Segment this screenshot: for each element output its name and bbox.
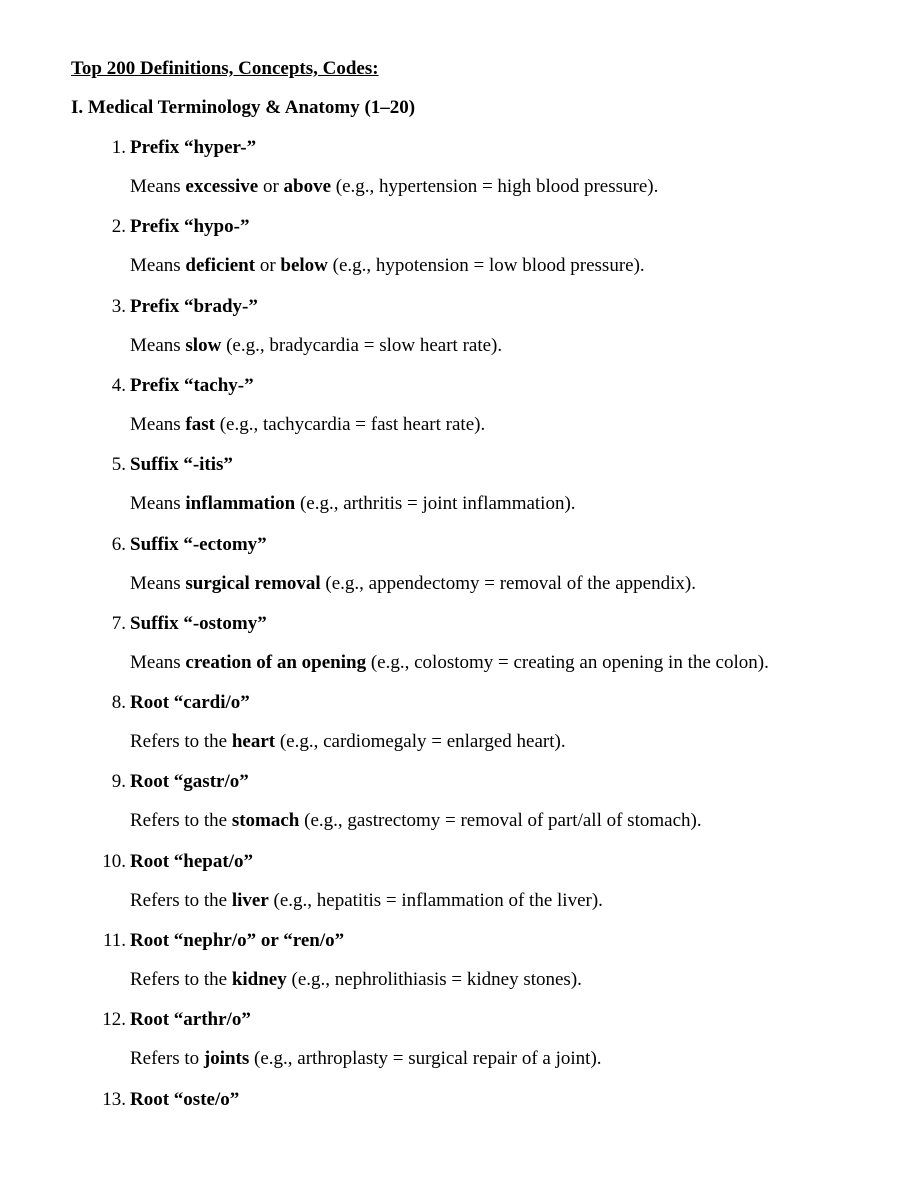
definition-text: (e.g., nephrolithiasis = kidney stones). bbox=[286, 969, 582, 990]
list-item-title: Root “arthr/o” bbox=[130, 1009, 251, 1030]
definition-keyword: above bbox=[283, 176, 332, 197]
definition-keyword: creation of an opening bbox=[185, 652, 367, 673]
list-item-number: 11. bbox=[102, 930, 126, 951]
definition-text: (e.g., hypertension = high blood pressure). bbox=[331, 176, 659, 197]
list-item-definition bbox=[130, 652, 769, 674]
list-item-number: 12. bbox=[102, 1009, 126, 1030]
list-item-definition bbox=[130, 810, 702, 832]
list-item-number: 1. bbox=[111, 137, 126, 158]
list-item bbox=[0, 137, 912, 163]
definition-keyword: heart bbox=[231, 731, 276, 752]
definition-keyword: below bbox=[280, 255, 328, 276]
list-item bbox=[0, 454, 912, 480]
list-item-number: 6. bbox=[111, 534, 126, 555]
list-item bbox=[0, 216, 912, 242]
definition-text: (e.g., colostomy = creating an opening in the colon). bbox=[366, 652, 769, 673]
list-item-title: Root “oste/o” bbox=[130, 1089, 240, 1110]
definition-text: Refers to the bbox=[130, 890, 232, 911]
definition-keyword: stomach bbox=[231, 810, 300, 831]
definition-keyword: surgical removal bbox=[185, 573, 321, 594]
section-heading: I. Medical Terminology & Anatomy (1–20) bbox=[71, 97, 416, 118]
list-item bbox=[0, 613, 912, 639]
list-item-definition bbox=[130, 255, 645, 277]
definition-text: Means bbox=[130, 573, 186, 594]
list-item-definition bbox=[130, 335, 502, 357]
list-item bbox=[0, 375, 912, 401]
definition-keyword: slow bbox=[185, 335, 222, 356]
definition-text: (e.g., gastrectomy = removal of part/all of stomach). bbox=[299, 810, 702, 831]
definition-keyword: inflammation bbox=[185, 493, 296, 514]
list-item-title: Suffix “-ostomy” bbox=[130, 613, 267, 634]
list-item-title: Root “cardi/o” bbox=[130, 692, 250, 713]
definition-text: Means bbox=[130, 652, 186, 673]
list-item-title: Prefix “hypo-” bbox=[130, 216, 250, 237]
list-item-definition bbox=[130, 414, 485, 436]
definition-text: Refers to the bbox=[130, 731, 232, 752]
list-item-number: 7. bbox=[111, 613, 126, 634]
list-item-definition bbox=[130, 890, 603, 912]
list-item bbox=[0, 692, 912, 718]
definition-text: (e.g., hepatitis = inflammation of the liver). bbox=[268, 890, 603, 911]
definition-text: (e.g., hypotension = low blood pressure). bbox=[327, 255, 645, 276]
definition-text: Means bbox=[130, 255, 186, 276]
definition-keyword: liver bbox=[231, 890, 269, 911]
document-title: Top 200 Definitions, Concepts, Codes: bbox=[71, 58, 379, 79]
list-item-number: 5. bbox=[111, 454, 126, 475]
definition-keyword: kidney bbox=[231, 969, 287, 990]
definition-text: (e.g., arthritis = joint inflammation). bbox=[295, 493, 576, 514]
list-item-number: 9. bbox=[111, 771, 126, 792]
definition-text: or bbox=[255, 255, 281, 276]
definition-text: (e.g., tachycardia = fast heart rate). bbox=[214, 414, 486, 435]
list-item-number: 13. bbox=[102, 1089, 126, 1110]
list-item-definition bbox=[130, 176, 658, 198]
list-item bbox=[0, 534, 912, 560]
list-item-title: Prefix “hyper-” bbox=[130, 137, 257, 158]
definition-text: (e.g., bradycardia = slow heart rate). bbox=[221, 335, 503, 356]
definition-keyword: excessive bbox=[185, 176, 259, 197]
list-item-number: 4. bbox=[111, 375, 126, 396]
list-item-title: Root “nephr/o” or “ren/o” bbox=[130, 930, 345, 951]
list-item-title: Prefix “brady-” bbox=[130, 296, 258, 317]
definition-text: Means bbox=[130, 176, 186, 197]
list-item-definition bbox=[130, 731, 566, 753]
list-item-definition bbox=[130, 493, 576, 515]
definition-text: Refers to bbox=[130, 1048, 204, 1069]
definition-text: Means bbox=[130, 335, 186, 356]
list-item bbox=[0, 851, 912, 877]
definition-text: Means bbox=[130, 414, 186, 435]
list-item-number: 2. bbox=[111, 216, 126, 237]
list-item-definition bbox=[130, 1048, 602, 1070]
definition-keyword: deficient bbox=[185, 255, 256, 276]
list-item-title: Prefix “tachy-” bbox=[130, 375, 254, 396]
list-item-title: Root “gastr/o” bbox=[130, 771, 249, 792]
list-item bbox=[0, 1089, 912, 1115]
definition-text: (e.g., appendectomy = removal of the appendix). bbox=[320, 573, 696, 594]
list-item bbox=[0, 296, 912, 322]
definition-text: Refers to the bbox=[130, 810, 232, 831]
list-item-title: Suffix “-ectomy” bbox=[130, 534, 267, 555]
list-item bbox=[0, 930, 912, 956]
definition-keyword: joints bbox=[203, 1048, 250, 1069]
definition-text: Refers to the bbox=[130, 969, 232, 990]
definition-text: (e.g., arthroplasty = surgical repair of a joint). bbox=[249, 1048, 602, 1069]
definition-text: or bbox=[258, 176, 284, 197]
list-item bbox=[0, 1009, 912, 1035]
list-item bbox=[0, 771, 912, 797]
list-item-number: 3. bbox=[111, 296, 126, 317]
definition-keyword: fast bbox=[185, 414, 215, 435]
list-item-definition bbox=[130, 969, 582, 991]
definition-text: Means bbox=[130, 493, 186, 514]
list-item-number: 8. bbox=[111, 692, 126, 713]
definition-text: (e.g., cardiomegaly = enlarged heart). bbox=[275, 731, 566, 752]
list-item-number: 10. bbox=[102, 851, 126, 872]
list-item-title: Suffix “-itis” bbox=[130, 454, 233, 475]
list-item-definition bbox=[130, 573, 696, 595]
list-item-title: Root “hepat/o” bbox=[130, 851, 253, 872]
